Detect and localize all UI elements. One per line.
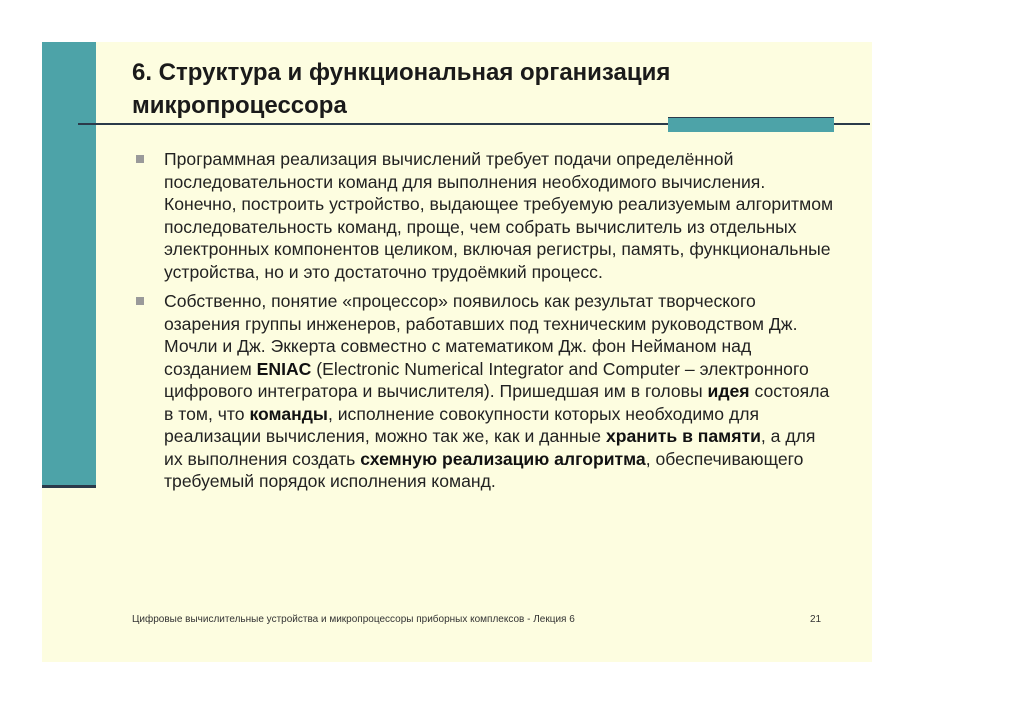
text-segment: , а для их выполнения создать: [164, 426, 816, 469]
slide-footer: Цифровые вычислительные устройства и микропроцессоры приборных комплексов - Лекция 6: [132, 614, 575, 625]
text-segment: , обеспечивающего требуемый порядок исполнения команд.: [164, 448, 804, 491]
emphasis-text: идея: [707, 381, 750, 401]
bullet-paragraph-2: [134, 290, 834, 493]
paragraph-text: [164, 291, 829, 491]
bullet-paragraph-1: [134, 148, 834, 283]
emphasis-text: хранить в памяти: [605, 426, 761, 446]
text-segment: (Electronic Numerical Integrator and Computer – электронного цифрового интегратора и вычислителя). Пришедшая им в головы: [164, 358, 809, 401]
text-segment: , исполнение совокупности которых необходимо для реализации вычисления, можно так же, как и данные: [164, 403, 760, 446]
text-segment: состояла в том, что: [164, 381, 830, 424]
title-accent-bar: [668, 117, 834, 132]
emphasis-text: ENIAC: [256, 358, 312, 379]
emphasis-text: схемную реализацию алгоритма: [360, 448, 646, 469]
text-segment: Собственно, понятие «процессор» появилось как результат творческого озарения группы инженеров, работавших под техническим руководством Дж. Мочли и Дж. Эккерта совместно с математиком Дж. фон Нейманом над созданием: [164, 291, 798, 379]
bullet-square-icon: [136, 297, 144, 305]
side-accent-rule: [42, 485, 96, 488]
slide-title: 6. Структура и функциональная организация микропроцессора: [132, 59, 671, 119]
bullet-square-icon: [136, 155, 144, 163]
slide-body: [134, 148, 834, 500]
emphasis-text: команды: [249, 403, 328, 424]
page-number: 21: [810, 614, 822, 625]
slide: [42, 42, 872, 662]
paragraph-text: [164, 149, 833, 282]
side-accent-bar: [42, 42, 96, 485]
text-segment: Программная реализация вычислений требует подачи определённой последовательности команд для выполнения необходимого вычисления. Конечно, построить устройство, выдающее требуемую реализуемым алгоритмом последовательность команд, проще, чем собрать вычислитель из отдельных электронных компонентов целиком, включая регистры, память, функциональные устройства, но и это достаточно трудоёмкий процесс.: [164, 149, 834, 282]
